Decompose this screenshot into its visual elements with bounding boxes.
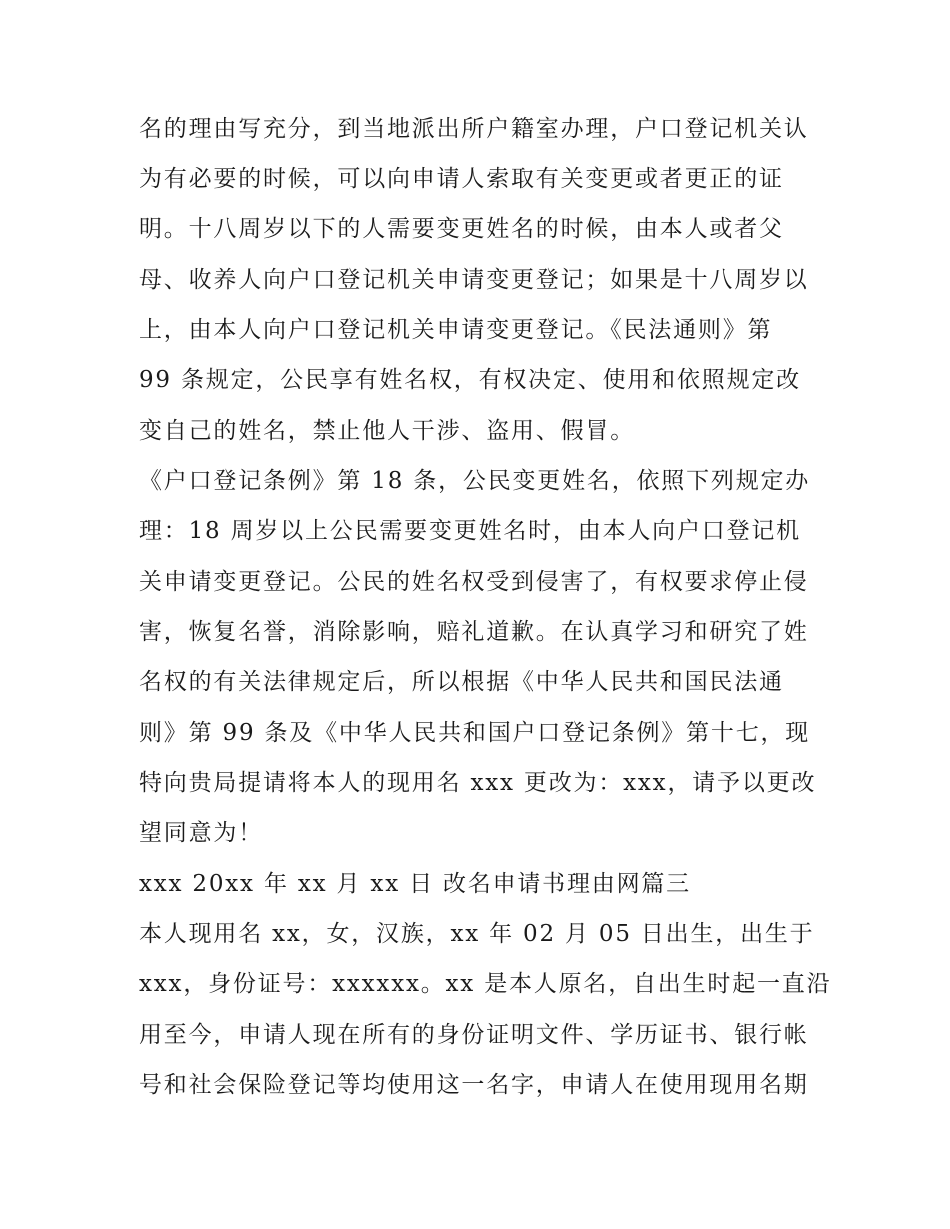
text-line: 关申请变更登记。公民的姓名权受到侵害了，有权要求停止侵 <box>139 569 809 595</box>
text-line: 理：18 周岁以上公民需要变更姓名时，由本人向户口登记机 <box>139 518 801 544</box>
text-line: 变自己的姓名，禁止他人干涉、盗用、假冒。 <box>139 418 635 444</box>
text-line: 特向贵局提请将本人的现用名 xxx 更改为：xxx，请予以更改 <box>139 770 817 796</box>
text-line: 《户口登记条例》第 18 条，公民变更姓名，依照下列规定办 <box>139 468 811 494</box>
section-heading: xxx 20xx 年 xx 月 xx 日 改名申请书理由网篇三 <box>139 871 691 897</box>
text-line: 名权的有关法律规定后，所以根据《中华人民共和国民法通 <box>139 669 784 695</box>
text-line: 上，由本人向户口登记机关申请变更登记。《民法通则》第 <box>139 317 773 343</box>
text-line: 明。十八周岁以下的人需要变更姓名的时候，由本人或者父 <box>139 216 784 242</box>
text-line: 则》第 99 条及《中华人民共和国户口登记条例》第十七，现 <box>139 720 811 746</box>
text-line: 用至今，申请人现在所有的身份证明文件、学历证书、银行帐 <box>139 1022 809 1048</box>
text-line: 母、收养人向户口登记机关申请变更登记；如果是十八周岁以 <box>139 267 809 293</box>
text-line: 害，恢复名誉，消除影响，赔礼道歉。在认真学习和研究了姓 <box>139 619 809 645</box>
text-line: 为有必要的时候，可以向申请人索取有关变更或者更正的证 <box>139 166 784 192</box>
text-line: xxx，身份证号：xxxxxx。xx 是本人原名，自出生时起一直沿 <box>139 971 832 997</box>
text-line: 号和社会保险登记等均使用这一名字，申请人在使用现用名期 <box>139 1072 809 1098</box>
text-line: 99 条规定，公民享有姓名权，有权决定、使用和依照规定改 <box>139 367 801 393</box>
text-line: 望同意为！ <box>139 820 263 846</box>
text-line: 本人现用名 xx，女，汉族，xx 年 02 月 05 日出生，出生于 <box>139 921 815 947</box>
text-line: 名的理由写充分，到当地派出所户籍室办理，户口登记机关认 <box>139 116 809 142</box>
